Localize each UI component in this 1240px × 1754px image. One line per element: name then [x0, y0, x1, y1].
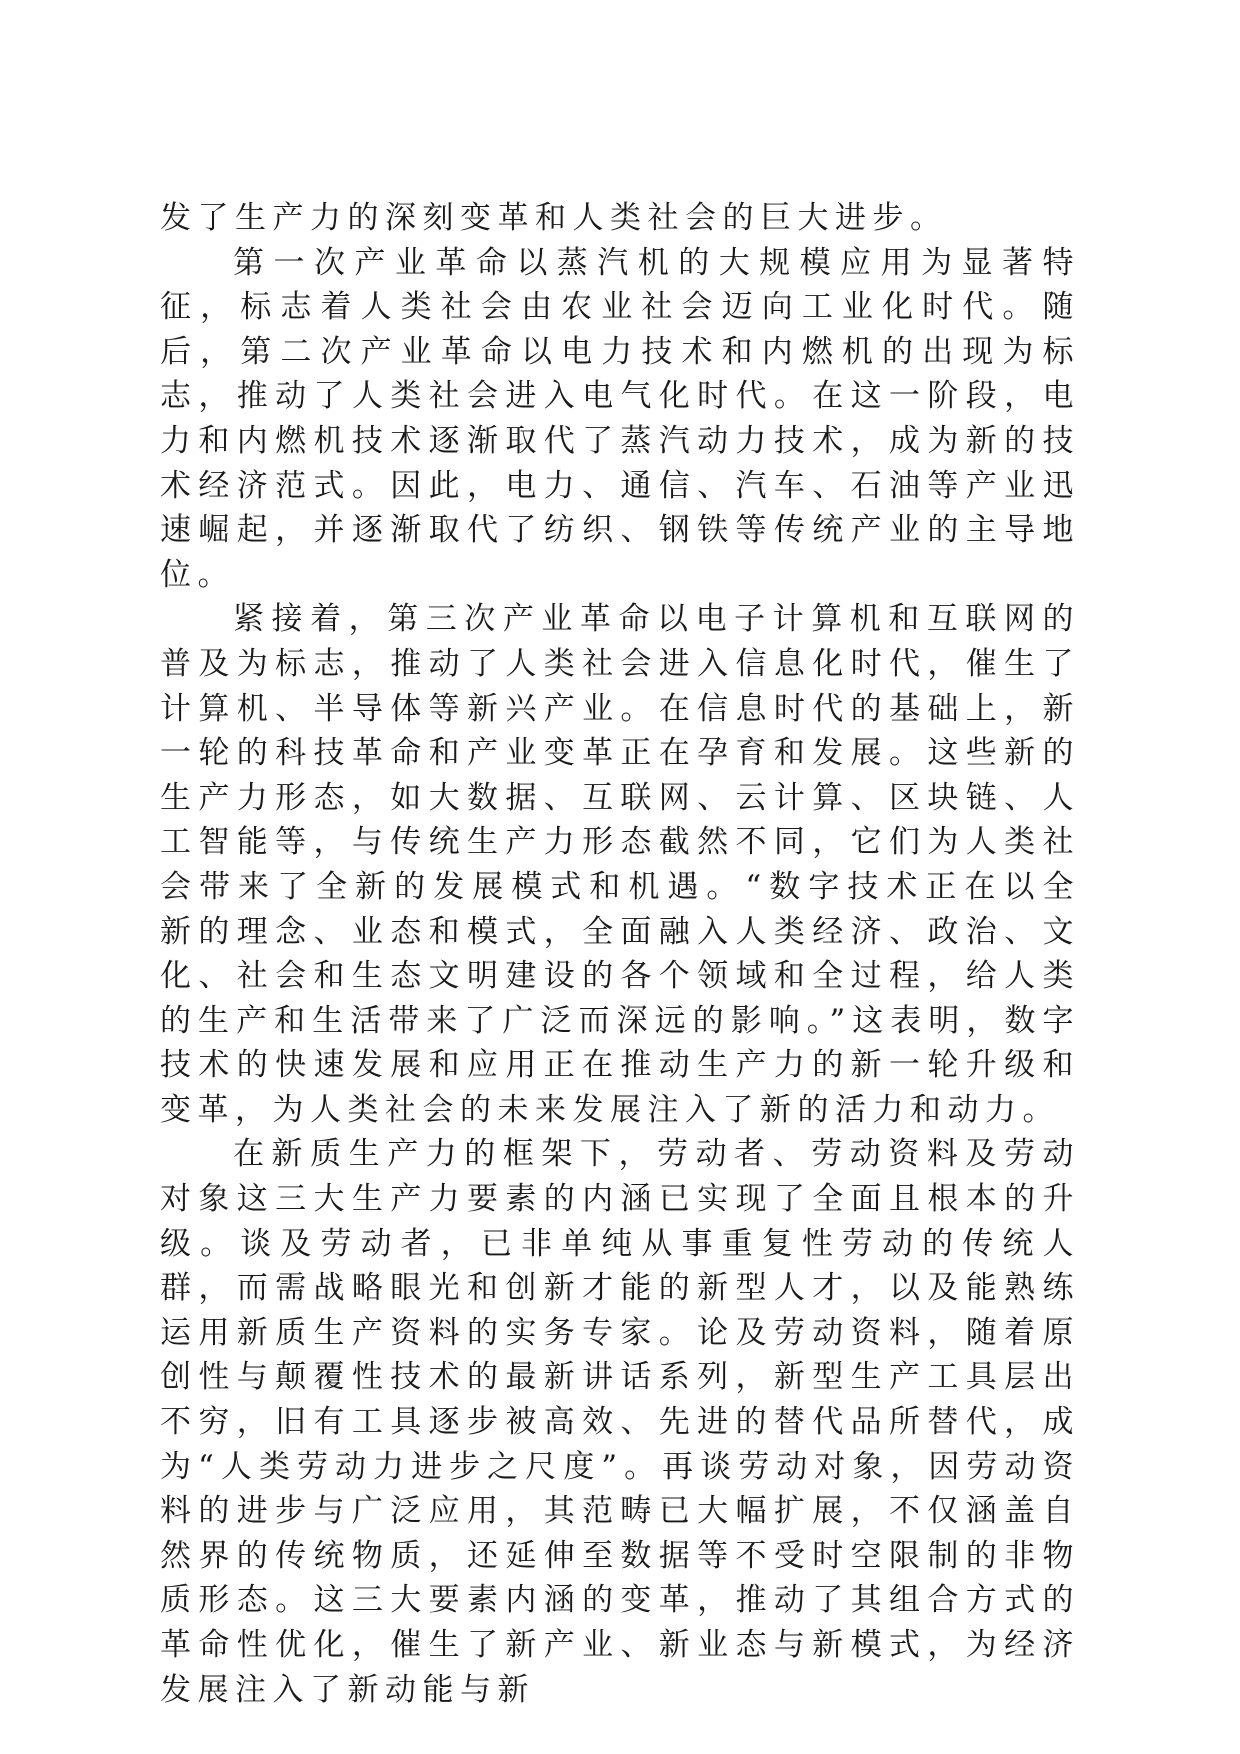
paragraph-third-industrial-revolution: 紧接着，第三次产业革命以电子计算机和互联网的普及为标志，推动了人类社会进入信息化时代，催生了计算机、半导体等新兴产业。在信息时代的基础上，新一轮的科技革命和产业变革正在孕育和发展。这些新的生产力形态，如大数据、互联网、云计算、区块链、人工智能等，与传统生产力形态截然不同，它们为人类社会带来了全新的发展模式和机遇。“数字技术正在以全新的理念、业态和模式，全面融入人类经济、政治、文化、社会和生态文明建设的各个领域和全过程，给人类的生产和生活带来了广泛而深远的影响。”这表明，数字技术的快速发展和应用正在推动生产力的新一轮升级和变革，为人类社会的未来发展注入了新的活力和动力。	[160, 601, 1080, 1128]
document-page	[160, 196, 1080, 1712]
paragraph-continuation: 发了生产力的深刻变革和人类社会的巨大进步。	[160, 200, 948, 236]
paragraph-first-industrial-revolution: 第一次产业革命以蒸汽机的大规模应用为显著特征，标志着人类社会由农业社会迈向工业化时代。随后，第二次产业革命以电力技术和内燃机的出现为标志，推动了人类社会进入电气化时代。在这一阶段，电力和内燃机技术逐渐取代了蒸汽动力技术，成为新的技术经济范式。因此，电力、通信、汽车、石油等产业迅速崛起，并逐渐取代了纺织、钢铁等传统产业的主导地位。	[160, 244, 1080, 593]
paragraph-new-quality-productivity: 在新质生产力的框架下，劳动者、劳动资料及劳动对象这三大生产力要素的内涵已实现了全面且根本的升级。谈及劳动者，已非单纯从事重复性劳动的传统人群，而需战略眼光和创新才能的新型人才，以及能熟练运用新质生产资料的实务专家。论及劳动资料，随着原创性与颠覆性技术的最新讲话系列，新型生产工具层出不穷，旧有工具逐步被高效、先进的替代品所替代，成为“人类劳动力进步之尺度”。再谈劳动对象，因劳动资料的进步与广泛应用，其范畴已大幅扩展，不仅涵盖自然界的传统物质，还延伸至数据等不受时空限制的非物质形态。这三大要素内涵的变革，推动了其组合方式的革命性优化，催生了新产业、新业态与新模式，为经济发展注入了新动能与新	[160, 1136, 1080, 1708]
